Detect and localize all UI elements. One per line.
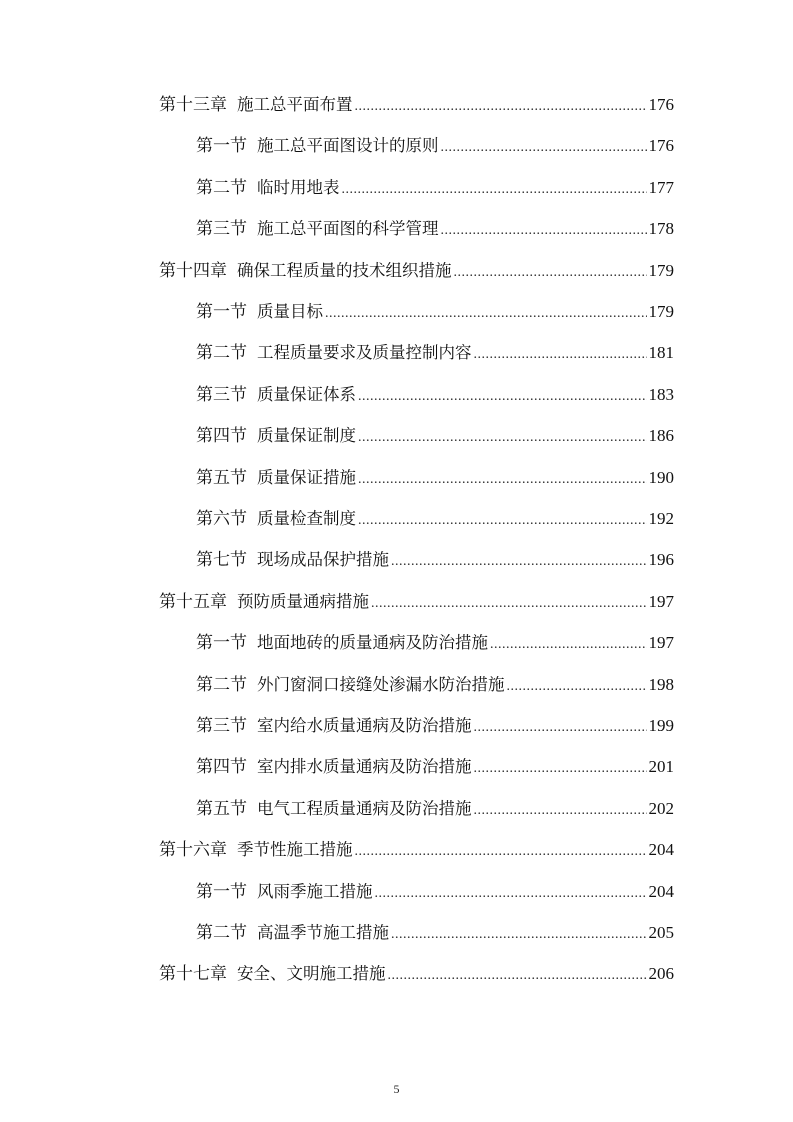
toc-dot-leader [342,175,647,205]
toc-entry-title: 外门窗洞口接缝处渗漏水防治措施 [257,674,505,694]
toc-entry-page: 179 [648,260,674,280]
toc-section-entry[interactable] [196,421,674,451]
toc-dot-leader [358,382,647,412]
toc-entry-page: 199 [648,716,674,735]
toc-dot-leader [474,754,647,784]
toc-dot-leader [441,216,647,246]
toc-chapter-entry[interactable] [159,959,674,989]
toc-entry-page: 190 [648,467,674,487]
toc-entry-number: 第十五章 [159,591,227,612]
toc-section-entry[interactable] [196,131,674,161]
toc-section-entry[interactable] [196,918,674,948]
toc-entry-number: 第五节 [196,798,247,819]
toc-dot-leader [371,589,647,619]
toc-dot-leader [391,547,647,577]
toc-dot-leader [474,713,647,743]
toc-entry-title: 施工总平面图的科学管理 [257,219,439,239]
toc-entry-page: 196 [648,550,674,570]
toc-entry-number: 第二节 [196,177,247,198]
toc-entry-number: 第十三章 [159,95,227,115]
toc-entry-number: 第十七章 [159,964,227,985]
toc-section-entry[interactable] [196,214,674,244]
toc-section-entry[interactable] [196,877,674,907]
toc-entry-page: 181 [648,343,674,363]
toc-entry-page: 179 [648,302,674,321]
toc-entry-page: 183 [648,384,674,404]
toc-section-entry[interactable] [196,297,674,327]
toc-entry-number: 第五节 [196,467,247,488]
toc-chapter-entry[interactable] [159,256,674,286]
toc-entry-title: 质量检查制度 [257,509,356,528]
toc-entry-page: 178 [648,219,674,239]
toc-entry-title: 电气工程质量通病及防治措施 [257,798,472,818]
toc-chapter-entry[interactable] [159,90,674,120]
toc-entry-number: 第四节 [196,426,247,447]
toc-chapter-entry[interactable] [159,835,674,865]
toc-entry-title: 高温季节施工措施 [257,923,389,942]
toc-dot-leader [388,961,647,991]
toc-entry-number: 第三节 [196,716,247,736]
toc-section-entry[interactable] [196,670,674,700]
toc-entry-page: 186 [648,426,674,446]
toc-entry-title: 现场成品保护措施 [257,550,389,570]
toc-entry-title: 工程质量要求及质量控制内容 [257,343,472,363]
toc-entry-title: 质量保证措施 [257,467,356,487]
toc-entry-number: 第二节 [196,674,247,695]
toc-entry-number: 第二节 [196,343,247,364]
toc-entry-number: 第三节 [196,219,247,240]
toc-entry-number: 第一节 [196,633,247,654]
toc-entry-title: 确保工程质量的技术组织措施 [237,260,452,280]
toc-dot-leader [375,879,647,909]
toc-dot-leader [358,465,647,495]
toc-entry-page: 176 [648,95,674,114]
toc-dot-leader [355,837,647,867]
toc-entry-title: 质量保证体系 [257,384,356,404]
toc-entry-title: 预防质量通病措施 [237,591,369,611]
toc-section-entry[interactable] [196,338,674,368]
toc-section-entry[interactable] [196,463,674,493]
toc-section-entry[interactable] [196,173,674,203]
toc-dot-leader [454,258,647,288]
toc-entry-page: 197 [648,633,674,653]
toc-entry-number: 第一节 [196,136,247,157]
toc-section-entry[interactable] [196,545,674,575]
toc-dot-leader [507,672,647,702]
toc-entry-number: 第七节 [196,550,247,571]
toc-section-entry[interactable] [196,711,674,741]
toc-entry-title: 临时用地表 [257,177,340,197]
toc-entry-title: 室内排水质量通病及防治措施 [257,757,472,777]
toc-entry-title: 施工总平面图设计的原则 [257,136,439,156]
toc-dot-leader [358,506,647,536]
toc-entry-page: 198 [648,674,674,694]
toc-dot-leader [358,423,647,453]
toc-entry-number: 第三节 [196,384,247,405]
toc-section-entry[interactable] [196,380,674,410]
toc-entry-title: 室内给水质量通病及防治措施 [257,716,472,735]
toc-entry-page: 204 [648,881,674,901]
toc-chapter-entry[interactable] [159,587,674,617]
toc-entry-page: 206 [648,964,674,984]
toc-entry-number: 第一节 [196,302,247,322]
toc-entry-title: 质量目标 [257,302,323,321]
toc-entry-title: 季节性施工措施 [237,840,353,860]
toc-entry-page: 197 [648,591,674,611]
toc-dot-leader [490,630,647,660]
toc-entry-page: 201 [648,757,674,777]
toc-entry-number: 第十六章 [159,840,227,861]
toc-entry-title: 施工总平面布置 [237,95,353,114]
toc-entry-page: 177 [648,177,674,197]
toc-dot-leader [441,133,647,163]
toc-section-entry[interactable] [196,752,674,782]
toc-entry-page: 192 [648,509,674,528]
toc-entry-number: 第二节 [196,923,247,943]
toc-entry-page: 176 [648,136,674,156]
toc-entry-page: 205 [648,923,674,942]
toc-entry-title: 安全、文明施工措施 [237,964,386,984]
toc-entry-number: 第四节 [196,757,247,778]
toc-section-entry[interactable] [196,794,674,824]
toc-entry-page: 204 [648,840,674,860]
toc-entry-number: 第十四章 [159,260,227,281]
toc-dot-leader [474,796,647,826]
toc-dot-leader [391,920,647,950]
toc-entry-number: 第一节 [196,881,247,902]
toc-dot-leader [325,299,647,329]
toc-entry-title: 质量保证制度 [257,426,356,446]
toc-dot-leader [474,340,647,370]
toc-section-entry[interactable] [196,628,674,658]
toc-dot-leader [355,92,647,122]
toc-section-entry[interactable] [196,504,674,534]
toc-entry-title: 地面地砖的质量通病及防治措施 [257,633,488,653]
page-number: 5 [393,1082,400,1096]
toc-entry-number: 第六节 [196,509,247,529]
toc-entry-title: 风雨季施工措施 [257,881,373,901]
toc-entry-page: 202 [648,798,674,818]
